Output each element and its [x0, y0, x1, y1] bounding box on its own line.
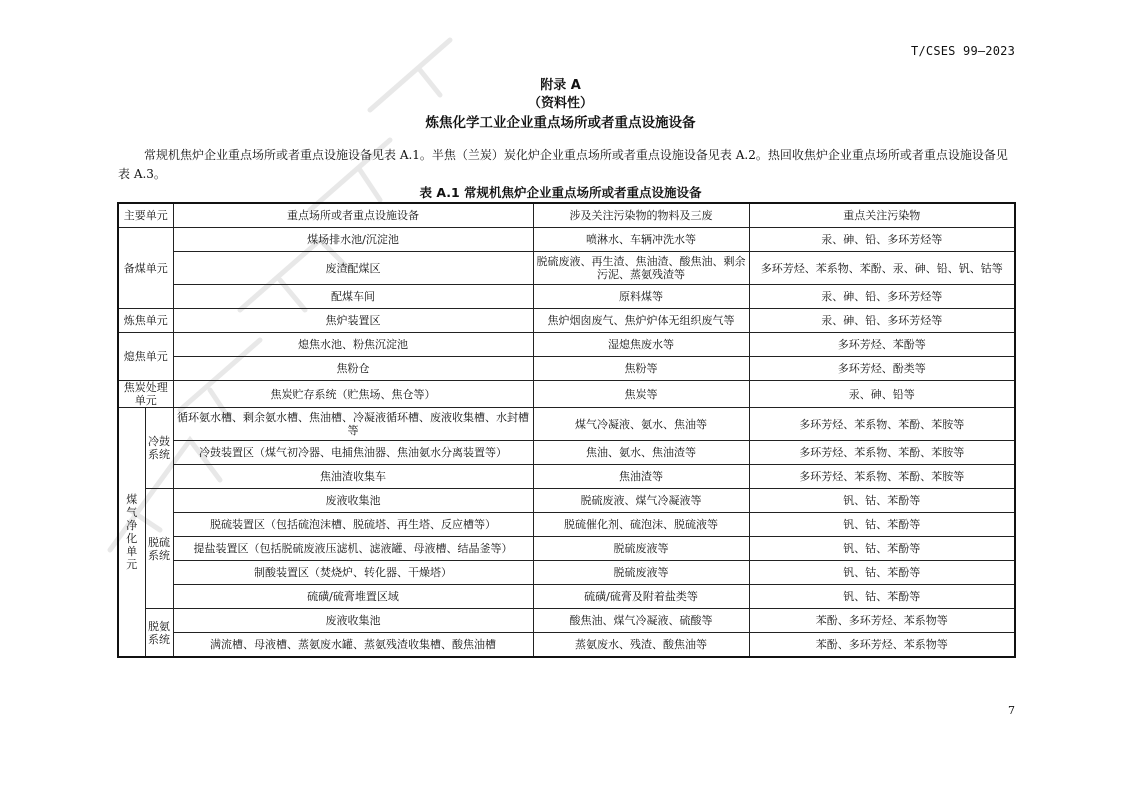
materials-cell: 脱硫废液、煤气冷凝液等 — [533, 489, 749, 513]
materials-cell: 焦粉等 — [533, 357, 749, 381]
facility-cell: 焦炉装置区 — [173, 309, 533, 333]
materials-cell: 焦油渣等 — [533, 465, 749, 489]
table-row — [118, 465, 1015, 489]
pollutants-cell: 苯酚、多环芳烃、苯系物等 — [749, 609, 1015, 633]
table-header-row — [118, 203, 1015, 228]
materials-cell: 脱硫废液等 — [533, 537, 749, 561]
facility-cell: 废液收集池 — [173, 489, 533, 513]
table-row — [118, 408, 1015, 441]
facility-cell: 制酸装置区（焚烧炉、转化器、干燥塔） — [173, 561, 533, 585]
pollutants-cell: 多环芳烃、酚类等 — [749, 357, 1015, 381]
pollutants-cell: 汞、砷、铅、多环芳烃等 — [749, 309, 1015, 333]
appendix-nature: （资料性） — [527, 96, 593, 111]
facility-cell: 循环氨水槽、剩余氨水槽、焦油槽、冷凝液循环槽、废液收集槽、水封槽等 — [173, 408, 533, 441]
materials-cell: 湿熄焦废水等 — [533, 333, 749, 357]
subsystem-cell: 脱氨系统 — [145, 609, 173, 658]
facility-cell: 配煤车间 — [173, 285, 533, 309]
facility-cell: 提盐装置区（包括脱硫废液压滤机、滤液罐、母液槽、结晶釜等） — [173, 537, 533, 561]
pollutants-cell: 汞、砷、铅等 — [749, 381, 1015, 408]
unit-cell: 炼焦单元 — [118, 309, 173, 333]
subsystem-cell: 脱硫系统 — [145, 489, 173, 609]
table-row — [118, 333, 1015, 357]
facility-cell: 熄焦水池、粉焦沉淀池 — [173, 333, 533, 357]
facility-cell: 煤场排水池/沉淀池 — [173, 228, 533, 252]
materials-cell: 脱硫废液、再生渣、焦油渣、酸焦油、剩余污泥、蒸氨残渣等 — [533, 252, 749, 285]
header-pollutants: 重点关注污染物 — [749, 203, 1015, 228]
header-materials: 涉及关注污染物的物料及三废 — [533, 203, 749, 228]
pollutants-cell: 苯酚、多环芳烃、苯系物等 — [749, 633, 1015, 658]
materials-cell: 脱硫催化剂、硫泡沫、脱硫液等 — [533, 513, 749, 537]
intro-paragraph: 常规机焦炉企业重点场所或者重点设施设备见表 A.1。半焦（兰炭）炭化炉企业重点场所或者重点设施设备见表 A.2。热回收焦炉企业重点场所或者重点设施设备见表 A.3。 — [118, 148, 1008, 181]
materials-cell: 焦油、氨水、焦油渣等 — [533, 441, 749, 465]
pollutants-cell: 多环芳烃、苯系物、苯酚、苯胺等 — [749, 441, 1015, 465]
facility-cell: 冷鼓装置区（煤气初冷器、电捕焦油器、焦油氨水分离装置等） — [173, 441, 533, 465]
materials-cell: 煤气冷凝液、氨水、焦油等 — [533, 408, 749, 441]
unit-cell: 焦炭处理单元 — [118, 381, 173, 408]
table-row — [118, 513, 1015, 537]
pollutants-cell: 钒、钴、苯酚等 — [749, 561, 1015, 585]
pollutants-cell: 多环芳烃、苯系物、苯酚、苯胺等 — [749, 408, 1015, 441]
pollutants-cell: 钒、钴、苯酚等 — [749, 513, 1015, 537]
table-row — [118, 252, 1015, 285]
materials-cell: 喷淋水、车辆冲洗水等 — [533, 228, 749, 252]
facility-cell: 焦油渣收集车 — [173, 465, 533, 489]
materials-cell: 硫磺/硫膏及附着盐类等 — [533, 585, 749, 609]
pollutants-cell: 汞、砷、铅、多环芳烃等 — [749, 285, 1015, 309]
table-row — [118, 585, 1015, 609]
pollutants-cell: 钒、钴、苯酚等 — [749, 585, 1015, 609]
header-facility: 重点场所或者重点设施设备 — [173, 203, 533, 228]
facility-cell: 硫磺/硫膏堆置区域 — [173, 585, 533, 609]
appendix-title: 炼焦化学工业企业重点场所或者重点设施设备 — [425, 115, 696, 131]
pollutants-cell: 钒、钴、苯酚等 — [749, 489, 1015, 513]
materials-cell: 酸焦油、煤气冷凝液、硫酸等 — [533, 609, 749, 633]
table-title: 表 A.1 常规机焦炉企业重点场所或者重点设施设备 — [419, 185, 702, 200]
table-row — [118, 357, 1015, 381]
materials-cell: 蒸氨废水、残渣、酸焦油等 — [533, 633, 749, 658]
pollutants-cell: 钒、钴、苯酚等 — [749, 537, 1015, 561]
facility-cell: 焦炭贮存系统（贮焦场、焦仓等） — [173, 381, 533, 408]
unit-cell: 备煤单元 — [118, 228, 173, 309]
subsystem-cell: 冷鼓系统 — [145, 408, 173, 489]
unit-cell: 熄焦单元 — [118, 333, 173, 381]
materials-cell: 焦炭等 — [533, 381, 749, 408]
facility-cell: 废渣配煤区 — [173, 252, 533, 285]
table-row — [118, 561, 1015, 585]
materials-cell: 脱硫废液等 — [533, 561, 749, 585]
table-row — [118, 633, 1015, 658]
facility-cell: 废液收集池 — [173, 609, 533, 633]
page-number: 7 — [1008, 704, 1015, 717]
unit-cell: 煤气净化单元 — [118, 408, 145, 658]
document-id: T/CSES 99—2023 — [911, 44, 1015, 58]
table-row — [118, 441, 1015, 465]
facility-cell: 满流槽、母液槽、蒸氨废水罐、蒸氨残渣收集槽、酸焦油槽 — [173, 633, 533, 658]
pollutants-cell: 多环芳烃、苯系物、苯酚、苯胺等 — [749, 465, 1015, 489]
table-row — [118, 285, 1015, 309]
facility-cell: 脱硫装置区（包括硫泡沫槽、脱硫塔、再生塔、反应槽等） — [173, 513, 533, 537]
header-unit: 主要单元 — [118, 203, 173, 228]
materials-cell: 焦炉烟囱废气、焦炉炉体无组织废气等 — [533, 309, 749, 333]
appendix-label: 附录 A — [540, 78, 581, 93]
facility-table — [117, 202, 1016, 658]
table-row — [118, 228, 1015, 252]
table-row — [118, 309, 1015, 333]
table-row — [118, 381, 1015, 408]
table-row — [118, 489, 1015, 513]
pollutants-cell: 多环芳烃、苯酚等 — [749, 333, 1015, 357]
materials-cell: 原料煤等 — [533, 285, 749, 309]
table-row — [118, 537, 1015, 561]
pollutants-cell: 汞、砷、铅、多环芳烃等 — [749, 228, 1015, 252]
pollutants-cell: 多环芳烃、苯系物、苯酚、汞、砷、铅、钒、钴等 — [749, 252, 1015, 285]
facility-cell: 焦粉仓 — [173, 357, 533, 381]
table-row — [118, 609, 1015, 633]
